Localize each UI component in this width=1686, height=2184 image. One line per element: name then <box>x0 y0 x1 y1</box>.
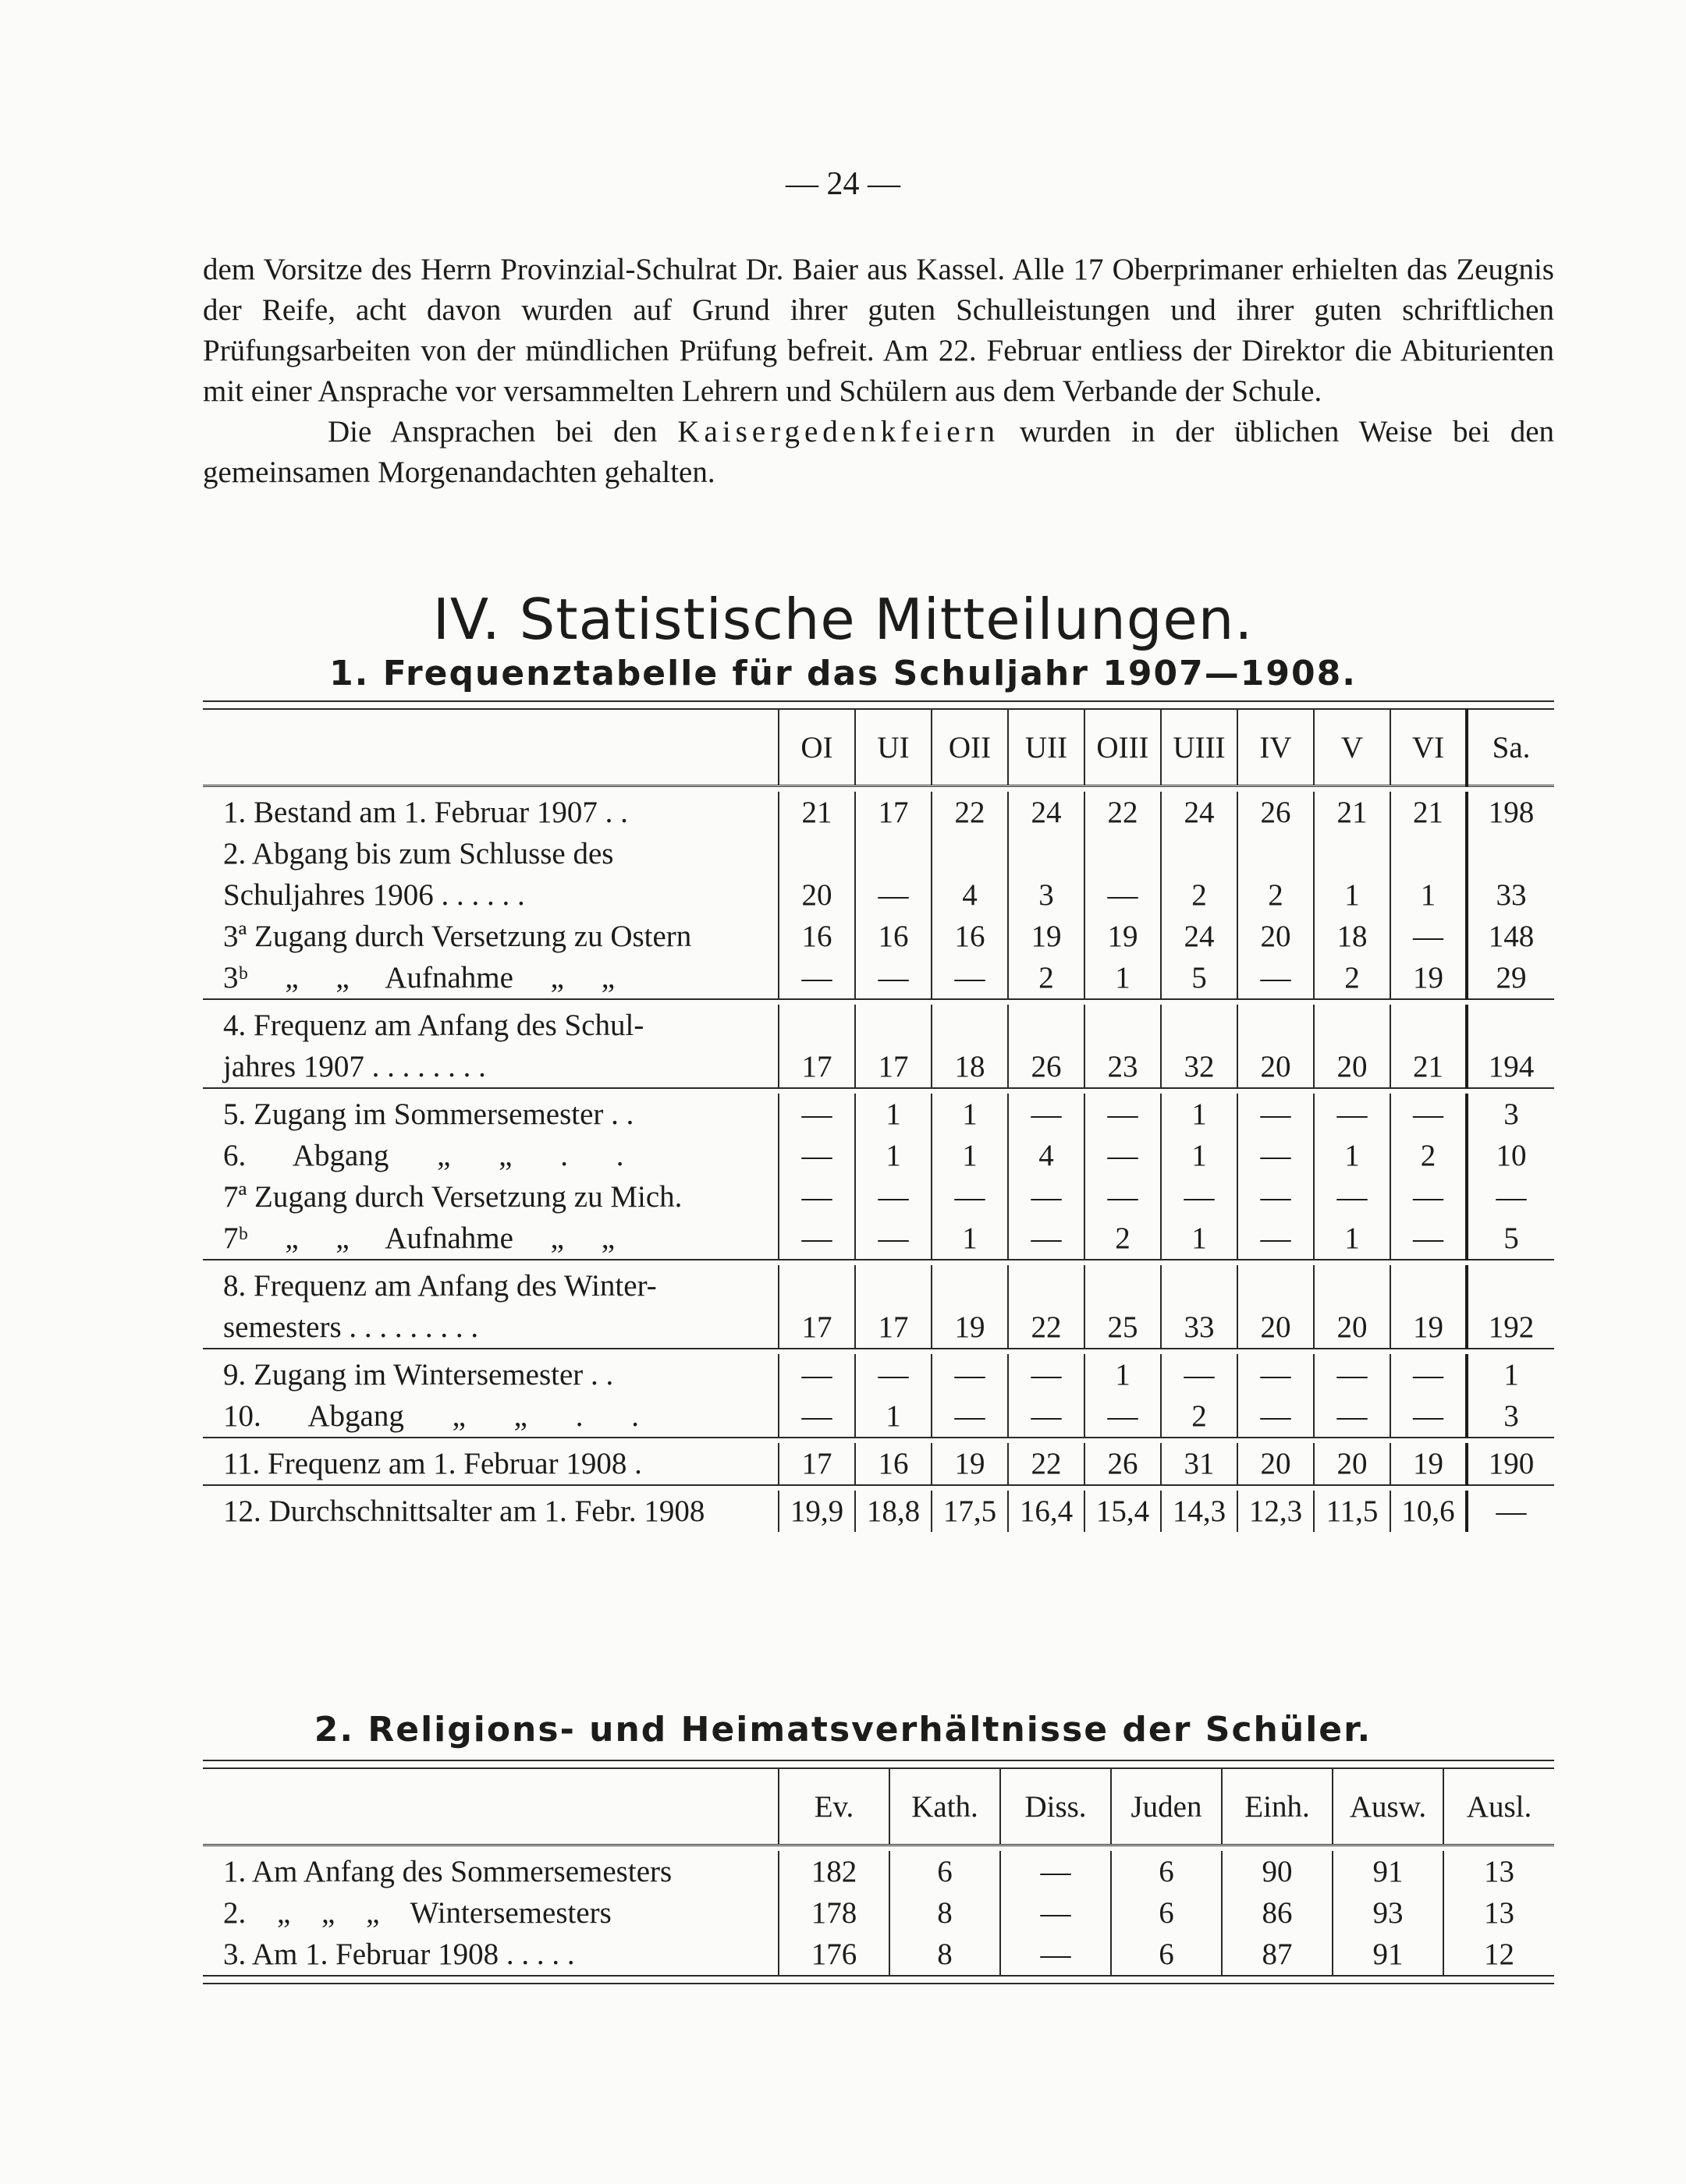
row-label: 2. Abgang bis zum Schlusse des <box>223 837 614 870</box>
cell: 17 <box>855 1306 932 1349</box>
cell: 22 <box>1008 1306 1084 1349</box>
cell: 19 <box>1084 916 1161 957</box>
cell: 1 <box>1084 957 1161 999</box>
cell: 16 <box>855 916 932 957</box>
cell: — <box>1390 1354 1467 1395</box>
cell: 2 <box>1390 1135 1467 1176</box>
cell: 1 <box>1084 1354 1161 1395</box>
cell: — <box>1008 1395 1084 1438</box>
cell: 20 <box>1237 1046 1314 1088</box>
cell: — <box>1084 874 1161 916</box>
table-row <box>203 1395 1554 1438</box>
row-label: 1. Am Anfang des Sommersemesters <box>223 1855 673 1888</box>
paragraph-2-after: wurden in der üblichen Weise bei den gemeinsamen Morgenandachten gehalten. <box>203 415 1554 489</box>
cell: — <box>1008 1218 1084 1260</box>
cell: 10,6 <box>1390 1491 1467 1532</box>
cell: — <box>1314 1395 1390 1438</box>
cell: 4 <box>1008 1135 1084 1176</box>
cell: — <box>779 1176 855 1218</box>
cell: 17 <box>779 1443 855 1485</box>
cell: — <box>1237 1218 1314 1260</box>
cell: 190 <box>1467 1443 1554 1485</box>
cell: 1 <box>1161 1135 1237 1176</box>
header-cell: IV <box>1237 709 1314 786</box>
table-row <box>203 1851 1554 1892</box>
cell: 3 <box>1467 1094 1554 1135</box>
row-label: 5. Zugang im Sommersemester . . <box>223 1097 634 1131</box>
cell: — <box>932 1354 1008 1395</box>
row-label: 1. Bestand am 1. Februar 1907 . . <box>223 796 628 829</box>
cell: 16 <box>855 1443 932 1485</box>
row-label: 3ª Zugang durch Versetzung zu Ostern <box>223 920 692 953</box>
table2-header-row <box>203 1768 1554 1845</box>
cell: 31 <box>1161 1443 1237 1485</box>
row-label: semesters . . . . . . . . . <box>223 1310 479 1344</box>
cell: — <box>1161 1176 1237 1218</box>
cell: 11,5 <box>1314 1491 1390 1532</box>
cell: — <box>855 1176 932 1218</box>
cell: — <box>1390 1094 1467 1135</box>
cell: — <box>1000 1934 1111 1976</box>
cell: 19 <box>932 1443 1008 1485</box>
cell: 198 <box>1467 792 1554 833</box>
cell: 24 <box>1161 792 1237 833</box>
row-label: 7ª Zugang durch Versetzung zu Mich. <box>223 1180 683 1214</box>
cell: 2 <box>1314 957 1390 999</box>
cell: 4 <box>932 874 1008 916</box>
cell: 1 <box>1314 1218 1390 1260</box>
table-row <box>203 1135 1554 1176</box>
cell: 20 <box>1237 1443 1314 1485</box>
cell: 33 <box>1161 1306 1237 1349</box>
cell: 178 <box>779 1892 889 1934</box>
cell: 93 <box>1333 1892 1443 1934</box>
cell: — <box>779 1135 855 1176</box>
cell: 2 <box>1161 874 1237 916</box>
cell: 1 <box>855 1135 932 1176</box>
cell: 10 <box>1467 1135 1554 1176</box>
cell: 194 <box>1467 1046 1554 1088</box>
row-label: 10. Abgang „ „ . . <box>223 1399 639 1433</box>
cell: — <box>1314 1176 1390 1218</box>
cell: 2 <box>1008 957 1084 999</box>
cell: — <box>1237 1094 1314 1135</box>
table-row <box>203 1491 1554 1532</box>
cell: 21 <box>779 792 855 833</box>
cell: 19 <box>1390 1306 1467 1349</box>
cell: 19 <box>932 1306 1008 1349</box>
cell: — <box>1008 1094 1084 1135</box>
cell: — <box>1084 1135 1161 1176</box>
header-cell: OIII <box>1084 709 1161 786</box>
cell: 23 <box>1084 1046 1161 1088</box>
header-cell: UIII <box>1161 709 1237 786</box>
cell: — <box>779 957 855 999</box>
header-cell: Einh. <box>1222 1768 1333 1845</box>
cell: 182 <box>779 1851 889 1892</box>
cell: 32 <box>1161 1046 1237 1088</box>
cell: 8 <box>889 1934 1000 1976</box>
row-label: 7ᵇ „ „ Aufnahme „ „ <box>223 1221 616 1255</box>
section-title: IV. Statistische Mitteilungen. <box>432 587 1254 652</box>
cell: 17 <box>779 1306 855 1349</box>
cell: 18 <box>932 1046 1008 1088</box>
header-cell: UII <box>1008 709 1084 786</box>
frequency-table <box>203 700 1554 1532</box>
cell: 91 <box>1333 1851 1443 1892</box>
cell: 21 <box>1314 792 1390 833</box>
cell: 13 <box>1443 1851 1554 1892</box>
cell: 29 <box>1467 957 1554 999</box>
cell: — <box>1000 1892 1111 1934</box>
cell: — <box>1237 1135 1314 1176</box>
cell: — <box>1161 1354 1237 1395</box>
cell: 3 <box>1008 874 1084 916</box>
cell: 16 <box>932 916 1008 957</box>
row-label: 2. „ „ „ Wintersemesters <box>223 1896 612 1930</box>
table-row <box>203 1892 1554 1934</box>
header-cell: OI <box>779 709 855 786</box>
cell: 26 <box>1008 1046 1084 1088</box>
cell: — <box>1237 957 1314 999</box>
cell: — <box>779 1395 855 1438</box>
cell: — <box>1008 1176 1084 1218</box>
cell: 26 <box>1084 1443 1161 1485</box>
cell: 17 <box>855 1046 932 1088</box>
header-cell: OII <box>932 709 1008 786</box>
header-label-cell <box>203 1768 779 1845</box>
row-label: 11. Frequenz am 1. Februar 1908 . <box>223 1447 642 1480</box>
cell: 25 <box>1084 1306 1161 1349</box>
cell: — <box>779 1218 855 1260</box>
table2-title: 2. Religions- und Heimatsverhältnisse der Schüler. <box>314 1710 1372 1750</box>
table-row <box>203 1265 1554 1306</box>
cell: 18 <box>1314 916 1390 957</box>
cell: — <box>1467 1176 1554 1218</box>
cell: 2 <box>1161 1395 1237 1438</box>
cell: — <box>932 1395 1008 1438</box>
table-row <box>203 1176 1554 1218</box>
table-row <box>203 1005 1554 1046</box>
cell: 5 <box>1467 1218 1554 1260</box>
header-cell: Diss. <box>1000 1768 1111 1845</box>
table1-title: 1. Frequenztabelle für das Schuljahr 1907—1908. <box>329 654 1357 693</box>
row-label: 3ᵇ „ „ Aufnahme „ „ <box>223 961 616 994</box>
row-label: 3. Am 1. Februar 1908 . . . . . <box>223 1938 575 1971</box>
cell: 20 <box>1314 1443 1390 1485</box>
cell: — <box>1084 1176 1161 1218</box>
cell: 20 <box>1237 916 1314 957</box>
cell: 19 <box>1008 916 1084 957</box>
cell: 33 <box>1467 874 1554 916</box>
table-row <box>203 1306 1554 1349</box>
cell: 13 <box>1443 1892 1554 1934</box>
cell: 6 <box>1111 1934 1222 1976</box>
table-row <box>203 916 1554 957</box>
cell: — <box>1390 1176 1467 1218</box>
cell: 16,4 <box>1008 1491 1084 1532</box>
cell: — <box>932 957 1008 999</box>
cell: 15,4 <box>1084 1491 1161 1532</box>
cell: 1 <box>1467 1354 1554 1395</box>
cell: — <box>1314 1094 1390 1135</box>
cell: 20 <box>779 874 855 916</box>
header-cell: UI <box>855 709 932 786</box>
paragraph-2-emphasis: Kaisergedenkfeiern <box>677 415 1000 448</box>
cell: 2 <box>1084 1218 1161 1260</box>
cell: 26 <box>1237 792 1314 833</box>
table-row <box>203 1046 1554 1088</box>
cell: — <box>1084 1094 1161 1135</box>
table-row <box>203 874 1554 916</box>
cell: — <box>779 1094 855 1135</box>
header-cell: V <box>1314 709 1390 786</box>
table-row <box>203 1443 1554 1485</box>
table-row <box>203 833 1554 874</box>
header-cell: Ev. <box>779 1768 889 1845</box>
cell: 19,9 <box>779 1491 855 1532</box>
header-label-cell <box>203 709 779 786</box>
cell: 5 <box>1161 957 1237 999</box>
cell: 20 <box>1314 1046 1390 1088</box>
cell: 1 <box>1314 1135 1390 1176</box>
cell: — <box>1390 916 1467 957</box>
row-label: 12. Durchschnittsalter am 1. Febr. 1908 <box>223 1494 705 1528</box>
cell: 86 <box>1222 1892 1333 1934</box>
cell: — <box>1314 1354 1390 1395</box>
cell: 20 <box>1237 1306 1314 1349</box>
cell: 6 <box>1111 1892 1222 1934</box>
cell: 16 <box>779 916 855 957</box>
cell: 1 <box>932 1218 1008 1260</box>
paragraph-1: dem Vorsitze des Herrn Provinzial-Schulrat Dr. Baier aus Kassel. Alle 17 Oberprimaner erhielten das Zeugnis der Reife, acht davon wurden auf Grund ihrer guten Schulleistungen und ihrer guten schriftlichen Prüfungsarbeiten von der mündlichen Prüfung befreit. Am 22. Februar entliess der Direktor die Abiturienten mit einer Ansprache vor versammelten Lehrern und Schülern aus dem Verbande der Schule. <box>203 253 1554 408</box>
header-cell: Sa. <box>1467 709 1554 786</box>
cell: 8 <box>889 1892 1000 1934</box>
cell: 17 <box>855 792 932 833</box>
row-label: Schuljahres 1906 . . . . . . <box>223 878 525 912</box>
cell: — <box>1237 1395 1314 1438</box>
cell: 1 <box>932 1094 1008 1135</box>
cell: 12 <box>1443 1934 1554 1976</box>
header-cell: Ausl. <box>1443 1768 1554 1845</box>
cell: — <box>1008 1354 1084 1395</box>
cell: 14,3 <box>1161 1491 1237 1532</box>
row-label: 9. Zugang im Wintersemester . . <box>223 1358 614 1392</box>
row-label: 4. Frequenz am Anfang des Schul- <box>223 1009 644 1042</box>
cell: 20 <box>1314 1306 1390 1349</box>
table-row <box>203 1218 1554 1260</box>
cell: 21 <box>1390 1046 1467 1088</box>
cell: 24 <box>1161 916 1237 957</box>
cell: — <box>1237 1176 1314 1218</box>
cell: 18,8 <box>855 1491 932 1532</box>
cell: 21 <box>1390 792 1467 833</box>
table-row <box>203 1094 1554 1135</box>
cell: 24 <box>1008 792 1084 833</box>
cell: 1 <box>855 1094 932 1135</box>
cell: — <box>855 1218 932 1260</box>
cell: 1 <box>932 1135 1008 1176</box>
cell: 192 <box>1467 1306 1554 1349</box>
cell: — <box>855 1354 932 1395</box>
cell: — <box>932 1176 1008 1218</box>
header-cell: Kath. <box>889 1768 1000 1845</box>
cell: 1 <box>1390 874 1467 916</box>
cell: 22 <box>1084 792 1161 833</box>
header-cell: VI <box>1390 709 1467 786</box>
cell: — <box>855 957 932 999</box>
row-label: 8. Frequenz am Anfang des Winter- <box>223 1269 657 1303</box>
header-cell: Ausw. <box>1333 1768 1443 1845</box>
body-text <box>203 250 1554 493</box>
row-label: 6. Abgang „ „ . . <box>223 1139 624 1172</box>
cell: — <box>1390 1218 1467 1260</box>
cell: 87 <box>1222 1934 1333 1976</box>
cell: 19 <box>1390 957 1467 999</box>
page-number: — 24 — <box>786 166 900 202</box>
cell: — <box>1000 1851 1111 1892</box>
religion-table <box>203 1760 1554 1984</box>
cell: — <box>1237 1354 1314 1395</box>
paragraph-2 <box>203 412 1554 493</box>
table-row <box>203 1934 1554 1976</box>
cell: 91 <box>1333 1934 1443 1976</box>
cell: — <box>855 874 932 916</box>
cell: 176 <box>779 1934 889 1976</box>
table-row <box>203 1354 1554 1395</box>
cell: 17,5 <box>932 1491 1008 1532</box>
cell: — <box>1467 1491 1554 1532</box>
cell: 19 <box>1390 1443 1467 1485</box>
table1-header-row <box>203 709 1554 786</box>
cell: 22 <box>932 792 1008 833</box>
row-label: jahres 1907 . . . . . . . . <box>223 1050 486 1083</box>
cell: 17 <box>779 1046 855 1088</box>
header-cell: Juden <box>1111 1768 1222 1845</box>
cell: 2 <box>1237 874 1314 916</box>
cell: 6 <box>1111 1851 1222 1892</box>
cell: 22 <box>1008 1443 1084 1485</box>
table-row <box>203 792 1554 833</box>
cell: 90 <box>1222 1851 1333 1892</box>
cell: — <box>1390 1395 1467 1438</box>
table-row <box>203 957 1554 999</box>
cell: 3 <box>1467 1395 1554 1438</box>
cell: 12,3 <box>1237 1491 1314 1532</box>
cell: 1 <box>1161 1218 1237 1260</box>
cell: 1 <box>1314 874 1390 916</box>
paragraph-2-before: Die Ansprachen bei den <box>328 415 678 448</box>
cell: 148 <box>1467 916 1554 957</box>
cell: 6 <box>889 1851 1000 1892</box>
cell: 1 <box>855 1395 932 1438</box>
cell: — <box>779 1354 855 1395</box>
cell: — <box>1084 1395 1161 1438</box>
cell: 1 <box>1161 1094 1237 1135</box>
